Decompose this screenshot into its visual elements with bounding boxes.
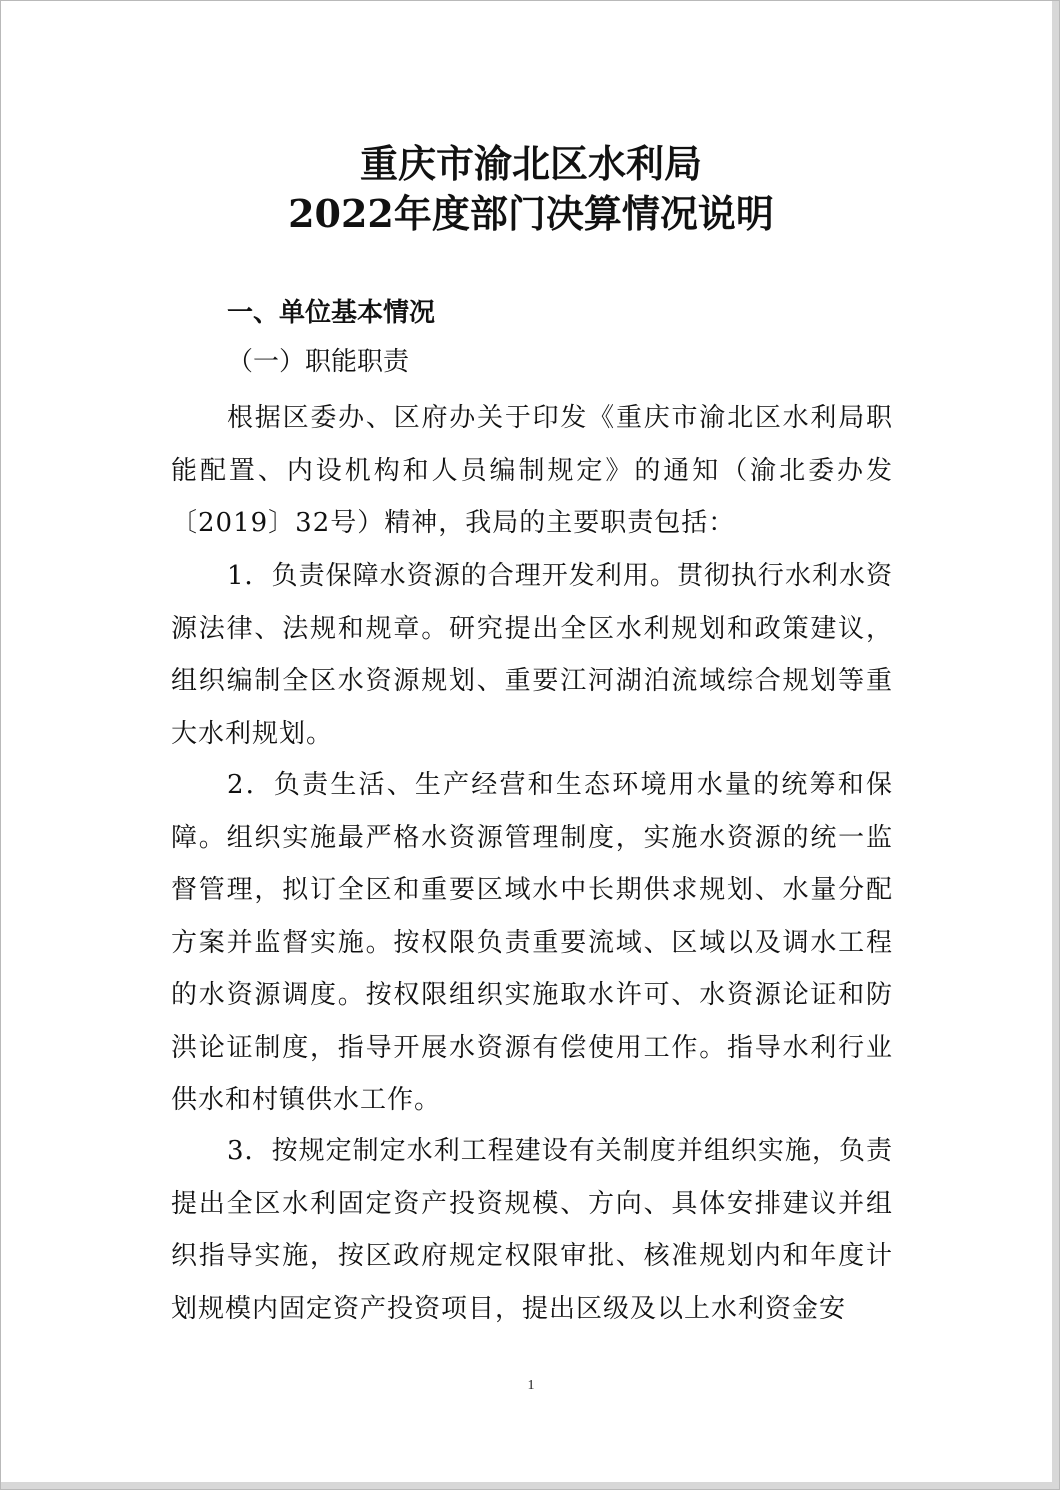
subsection-heading: （一）职能职责 <box>227 347 410 377</box>
paragraph-duty-3: 3．按规定制定水利工程建设有关制度并组织实施，负责提出全区水利固定资产投资规模、方向、具体安排建议并组织指导实施，按区政府规定权限审批、核准规划内和年度计划规模内固定资产投资项目，提出区级及以上水利资金安 <box>171 1136 893 1324</box>
paragraph-duty-2: 2．负责生活、生产经营和生态环境用水量的统筹和保障。组织实施最严格水资源管理制度，实施水资源的统一监督管理，拟订全区和重要区域水中长期供求规划、水量分配方案并监督实施。按权限负责重要流域、区域以及调水工程的水资源调度。按权限组织实施取水许可、水资源论证和防洪论证制度，指导开展水资源有偿使用工作。指导水利行业供水和村镇供水工作。 <box>171 770 893 1115</box>
document-title-line-1: 重庆市渝北区水利局 <box>359 141 702 186</box>
page-number: 1 <box>527 1378 535 1393</box>
paragraph-duty-1: 1．负责保障水资源的合理开发利用。贯彻执行水利水资源法律、法规和规章。研究提出全区水利规划和政策建议，组织编制全区水资源规划、重要江河湖泊流域综合规划等重大水利规划。 <box>171 561 893 749</box>
paragraph-intro: 根据区委办、区府办关于印发《重庆市渝北区水利局职能配置、内设机构和人员编制规定》的通知（渝北委办发〔2019〕32号）精神，我局的主要职责包括： <box>171 403 893 538</box>
document-title-line-2: 2022年度部门决算情况说明 <box>288 191 774 236</box>
section-heading: 一、单位基本情况 <box>227 298 436 328</box>
